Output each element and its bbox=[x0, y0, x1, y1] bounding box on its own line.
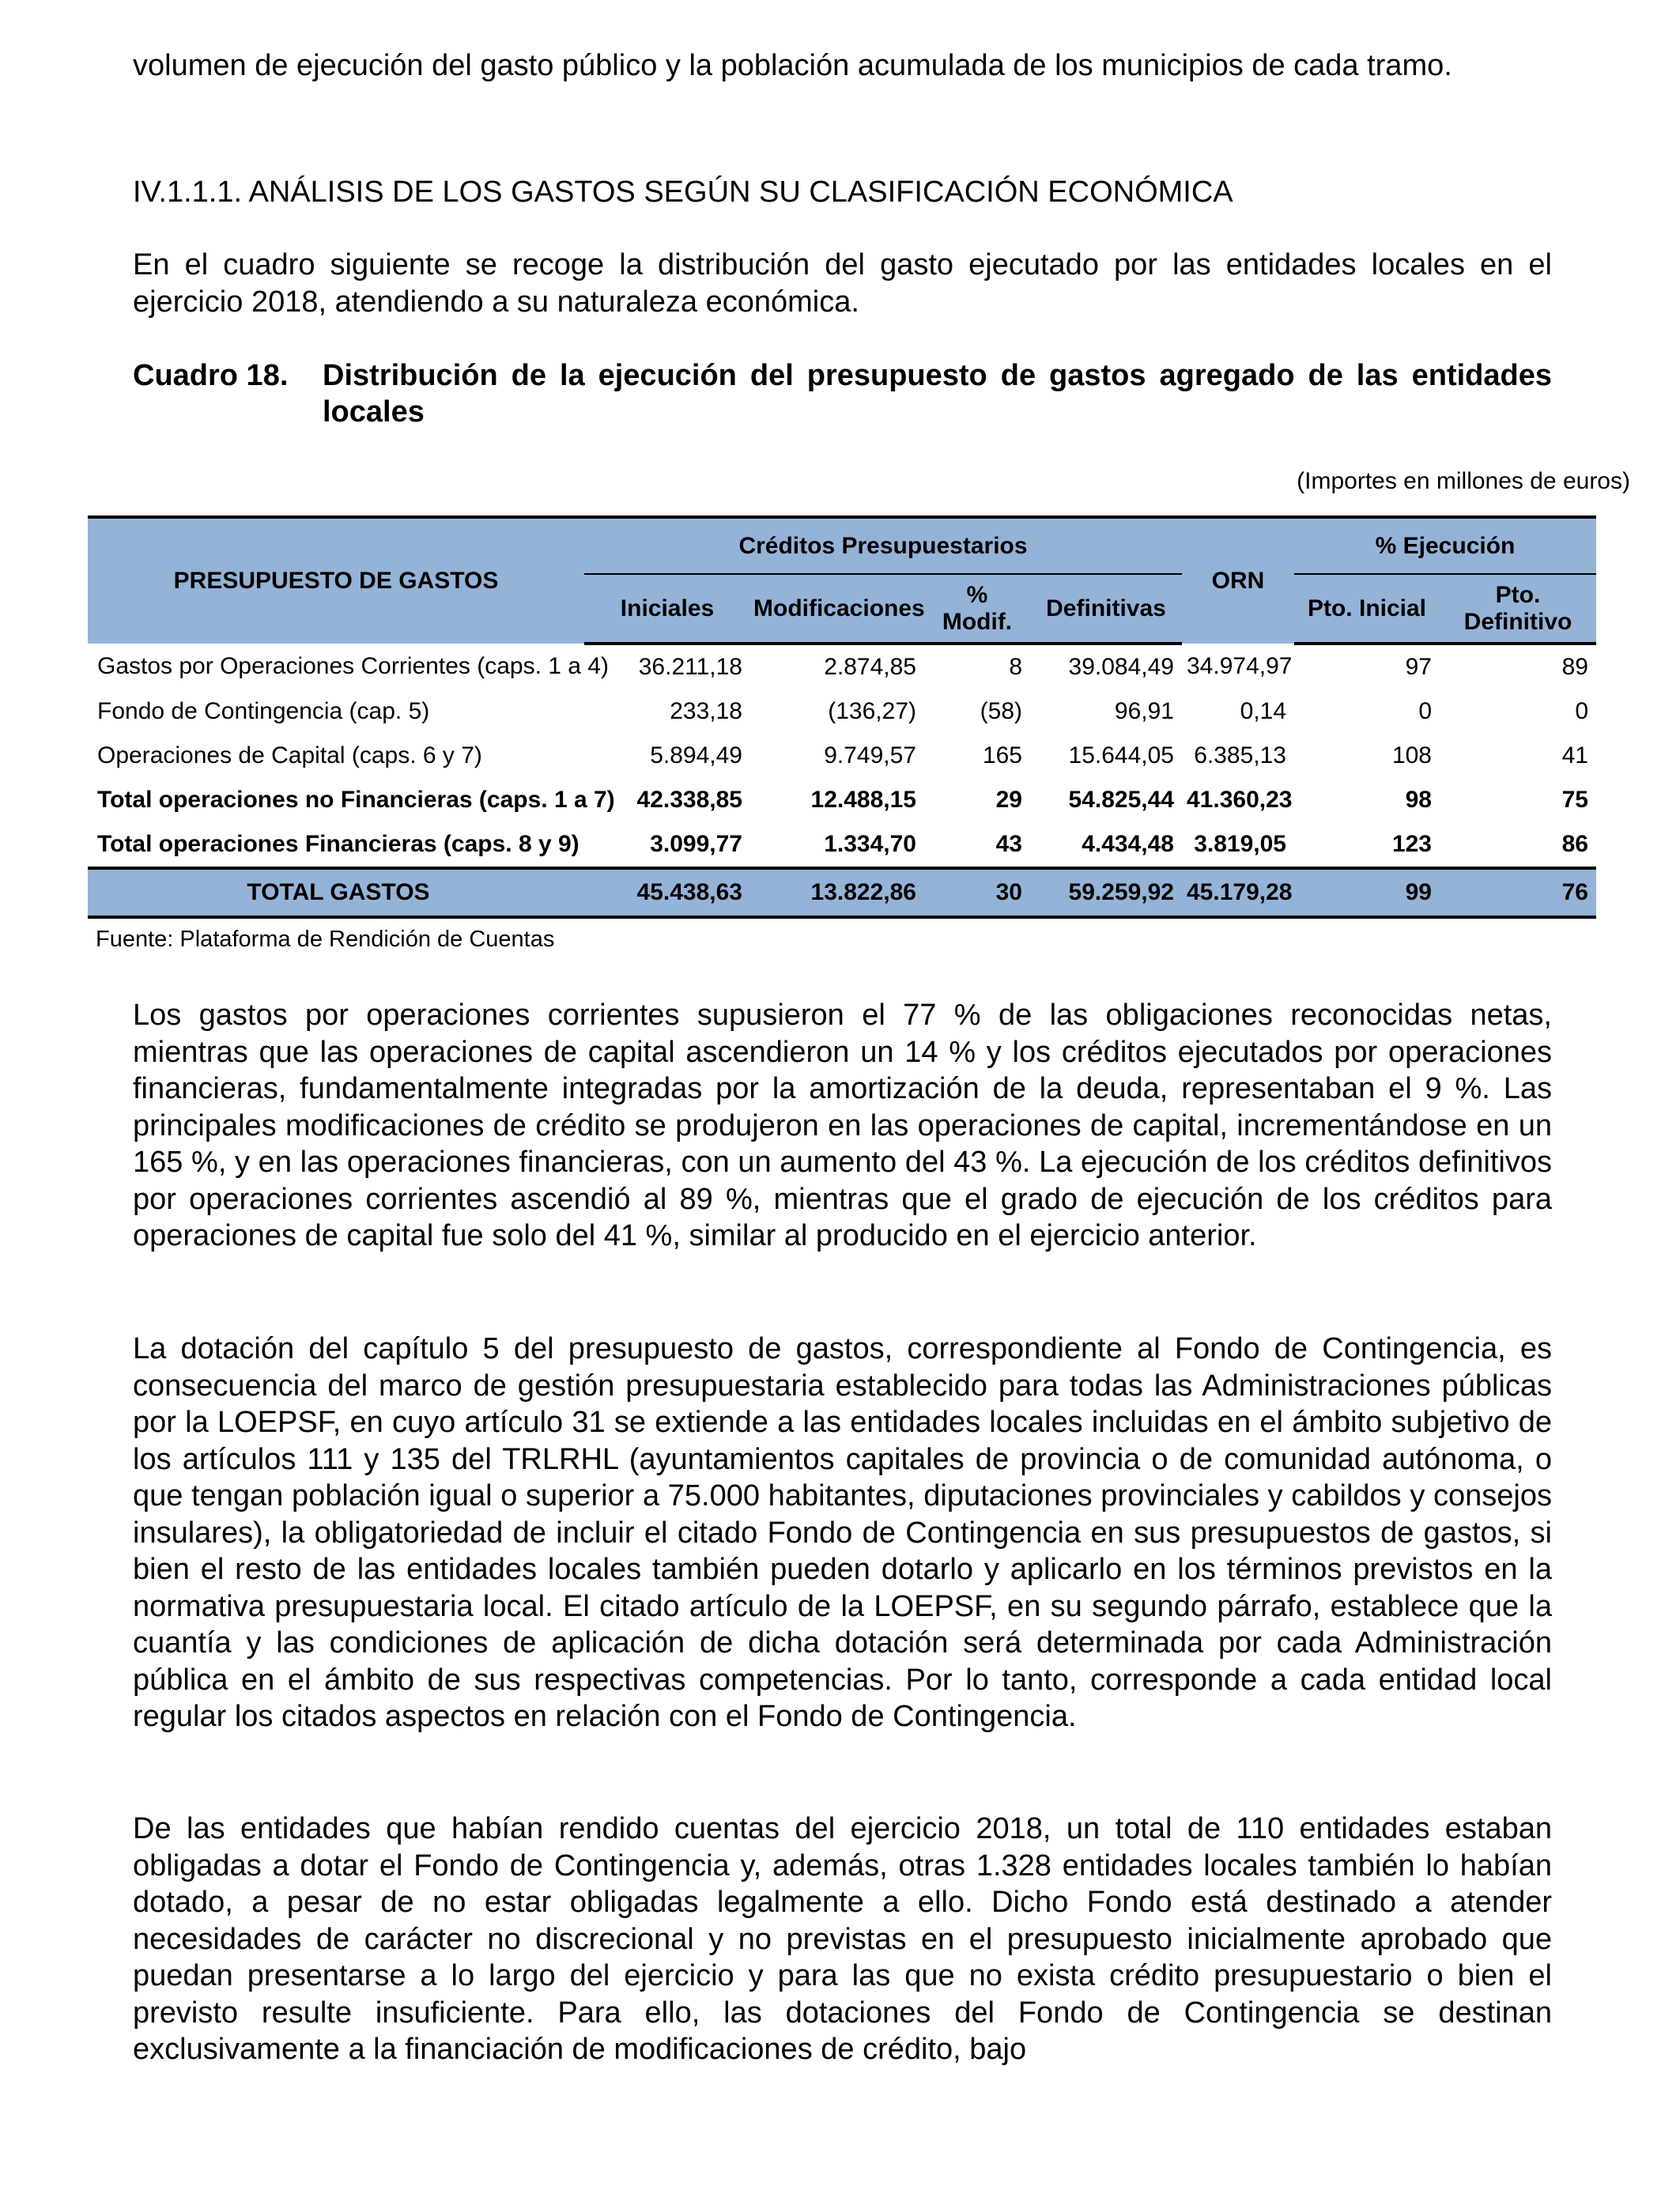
cell-pto-definitivo: 89 bbox=[1561, 654, 1588, 680]
header-creditos-presupuestarios: Créditos Presupuestarios bbox=[584, 517, 1182, 574]
cell-modificaciones: (136,27) bbox=[828, 698, 916, 724]
row-label: Gastos por Operaciones Corrientes (caps. 1 a 4) bbox=[97, 653, 609, 679]
row-label: Total operaciones no Financieras (caps. 1 a 7) bbox=[97, 787, 615, 813]
cell-definitivas: 96,91 bbox=[1114, 698, 1174, 724]
cell-pto-inicial: 98 bbox=[1405, 787, 1432, 813]
cell-pct-modif: 165 bbox=[982, 742, 1022, 768]
cell-definitivas: 54.825,44 bbox=[1068, 787, 1174, 813]
cell-iniciales: 42.338,85 bbox=[636, 787, 742, 813]
table-row bbox=[88, 689, 1596, 734]
total-modificaciones: 13.822,86 bbox=[750, 868, 924, 917]
cell-pto-definitivo: 75 bbox=[1561, 787, 1588, 813]
header-orn: ORN bbox=[1182, 517, 1294, 644]
header-pct-modif-line2: Modif. bbox=[942, 608, 1013, 635]
table-caption-label: Cuadro 18. bbox=[133, 359, 289, 392]
cell-definitivas: 39.084,49 bbox=[1068, 654, 1174, 680]
section-lead-paragraph: En el cuadro siguiente se recoge la distribución del gasto ejecutado por las entidades locales en el ejercicio 2018, atendiendo a su naturaleza económica. bbox=[133, 248, 1552, 319]
cell-orn: 6.385,13 bbox=[1194, 742, 1286, 768]
cell-orn: 41.360,23 bbox=[1187, 787, 1293, 813]
cell-pto-inicial: 108 bbox=[1391, 742, 1432, 768]
cell-orn: 34.974,97 bbox=[1187, 653, 1293, 679]
row-label: Operaciones de Capital (caps. 6 y 7) bbox=[97, 742, 482, 768]
total-pto-inicial: 99 bbox=[1294, 868, 1440, 917]
cell-pct-modif: 29 bbox=[995, 787, 1022, 813]
budget-table-container bbox=[88, 515, 1596, 919]
cell-orn: 3.819,05 bbox=[1194, 831, 1286, 857]
header-presupuesto-de-gastos: PRESUPUESTO DE GASTOS bbox=[88, 517, 584, 644]
header-definitivas: Definitivas bbox=[1030, 574, 1182, 644]
body-paragraph-2: La dotación del capítulo 5 del presupuesto de gastos, correspondiente al Fondo de Contingencia, es consecuencia del marco de gestión presupuestaria establecido para todas las Administraciones públicas por la LOEPSF, en cuyo artículo 31 se extiende a las entidades locales incluidas en el ámbito subjetivo de los artículos 111 y 135 del TRLRHL (ayuntamientos capitales de provincia o de comunidad autónoma, o que tengan población igual o superior a 75.000 habitantes, diputaciones provinciales y cabildos y consejos insulares), la obligatoriedad de incluir el citado Fondo de Contingencia en sus presupuestos de gastos, si bien el resto de las entidades locales también pueden dotarlo y aplicarlo en los términos previstos en la normativa presupuestaria local. El citado artículo de la LOEPSF, en su segundo párrafo, establece que la cuantía y las condiciones de aplicación de dicha dotación será determinada por cada Administración pública en el ámbito de sus respectivas competencias. Por lo tanto, corresponde a cada entidad local regular los citados aspectos en relación con el Fondo de Contingencia. bbox=[133, 1332, 1552, 1733]
body-paragraph-3: De las entidades que habían rendido cuentas del ejercicio 2018, un total de 110 entidades estaban obligadas a dotar el Fondo de Contingencia y, además, otras 1.328 entidades locales también lo habían dotado, a pesar de no estar obligadas legalmente a ello. Dicho Fondo está destinado a atender necesidades de carácter no discrecional y no previstas en el presupuesto inicialmente aprobado que puedan presentarse a lo largo del ejercicio y para las que no exista crédito presupuestario o bien el previsto resulte insuficiente. Para ello, las dotaciones del Fondo de Contingencia se destinan exclusivamente a la financiación de modificaciones de crédito, bajo bbox=[133, 1812, 1552, 2066]
cell-pct-modif: 43 bbox=[995, 831, 1022, 857]
row-label: Fondo de Contingencia (cap. 5) bbox=[97, 698, 430, 724]
cell-orn: 0,14 bbox=[1240, 698, 1286, 724]
cell-iniciales: 3.099,77 bbox=[650, 831, 742, 857]
header-pto-inicial: Pto. Inicial bbox=[1294, 574, 1440, 644]
cell-modificaciones: 1.334,70 bbox=[824, 831, 916, 857]
cell-pto-definitivo: 41 bbox=[1561, 742, 1588, 768]
table-row bbox=[88, 734, 1596, 778]
cell-pct-modif: (58) bbox=[980, 698, 1022, 724]
cell-pto-inicial: 123 bbox=[1391, 831, 1432, 857]
table-source-note: Fuente: Plataforma de Rendición de Cuentas bbox=[96, 927, 555, 952]
cell-iniciales: 36.211,18 bbox=[638, 654, 742, 680]
cell-pto-definitivo: 0 bbox=[1575, 698, 1588, 724]
cell-modificaciones: 12.488,15 bbox=[810, 787, 916, 813]
budget-table bbox=[88, 515, 1596, 919]
table-row bbox=[88, 778, 1596, 822]
cell-modificaciones: 9.749,57 bbox=[824, 742, 916, 768]
table-caption-title: Distribución de la ejecución del presupuesto de gastos agregado de las entidades locales bbox=[323, 359, 1552, 429]
header-pct-ejecucion: % Ejecución bbox=[1294, 517, 1596, 574]
header-pto-definitivo-line2: Definitivo bbox=[1463, 608, 1572, 635]
cell-definitivas: 15.644,05 bbox=[1068, 742, 1174, 768]
row-label: Total operaciones Financieras (caps. 8 y 9) bbox=[97, 831, 580, 857]
table-unit-note: (Importes en millones de euros) bbox=[1297, 468, 1630, 494]
intro-paragraph: volumen de ejecución del gasto público y la población acumulada de los municipios de cada tramo. bbox=[133, 49, 1452, 82]
total-definitivas: 59.259,92 bbox=[1030, 868, 1182, 917]
cell-iniciales: 233,18 bbox=[670, 698, 742, 724]
table-row bbox=[88, 822, 1596, 868]
header-pto-definitivo bbox=[1440, 574, 1596, 644]
cell-iniciales: 5.894,49 bbox=[650, 742, 742, 768]
header-pto-definitivo-line1: Pto. bbox=[1495, 581, 1541, 608]
header-iniciales: Iniciales bbox=[584, 574, 750, 644]
total-pct-modif: 30 bbox=[924, 868, 1030, 917]
cell-pto-inicial: 97 bbox=[1405, 654, 1432, 680]
total-label: TOTAL GASTOS bbox=[88, 868, 584, 917]
cell-definitivas: 4.434,48 bbox=[1082, 831, 1174, 857]
cell-pto-inicial: 0 bbox=[1418, 698, 1432, 724]
total-pto-definitivo: 76 bbox=[1440, 868, 1596, 917]
table-total-row bbox=[88, 868, 1596, 917]
section-heading: IV.1.1.1. ANÁLISIS DE LOS GASTOS SEGÚN SU CLASIFICACIÓN ECONÓMICA bbox=[133, 176, 1233, 209]
cell-modificaciones: 2.874,85 bbox=[824, 654, 916, 680]
header-modificaciones: Modificaciones bbox=[750, 574, 924, 644]
body-paragraph-1: Los gastos por operaciones corrientes supusieron el 77 % de las obligaciones reconocidas netas, mientras que las operaciones de capital ascendieron un 14 % y los créditos ejecutados por operaciones financieras, fundamentalmente integradas por la amortización de la deuda, representaban el 9 %. Las principales modificaciones de crédito se produjeron en las operaciones de capital, incrementándose en un 165 %, y en las operaciones financieras, con un aumento del 43 %. La ejecución de los créditos definitivos por operaciones corrientes ascendió al 89 %, mientras que el grado de ejecución de los créditos para operaciones de capital fue solo del 41 %, similar al producido en el ejercicio anterior. bbox=[133, 999, 1552, 1252]
header-pct-modif-line1: % bbox=[966, 581, 988, 608]
total-orn: 45.179,28 bbox=[1182, 868, 1294, 917]
table-row bbox=[88, 644, 1596, 689]
cell-pto-definitivo: 86 bbox=[1561, 831, 1588, 857]
cell-pct-modif: 8 bbox=[1009, 654, 1022, 680]
total-iniciales: 45.438,63 bbox=[584, 868, 750, 917]
header-pct-modif bbox=[924, 574, 1030, 644]
